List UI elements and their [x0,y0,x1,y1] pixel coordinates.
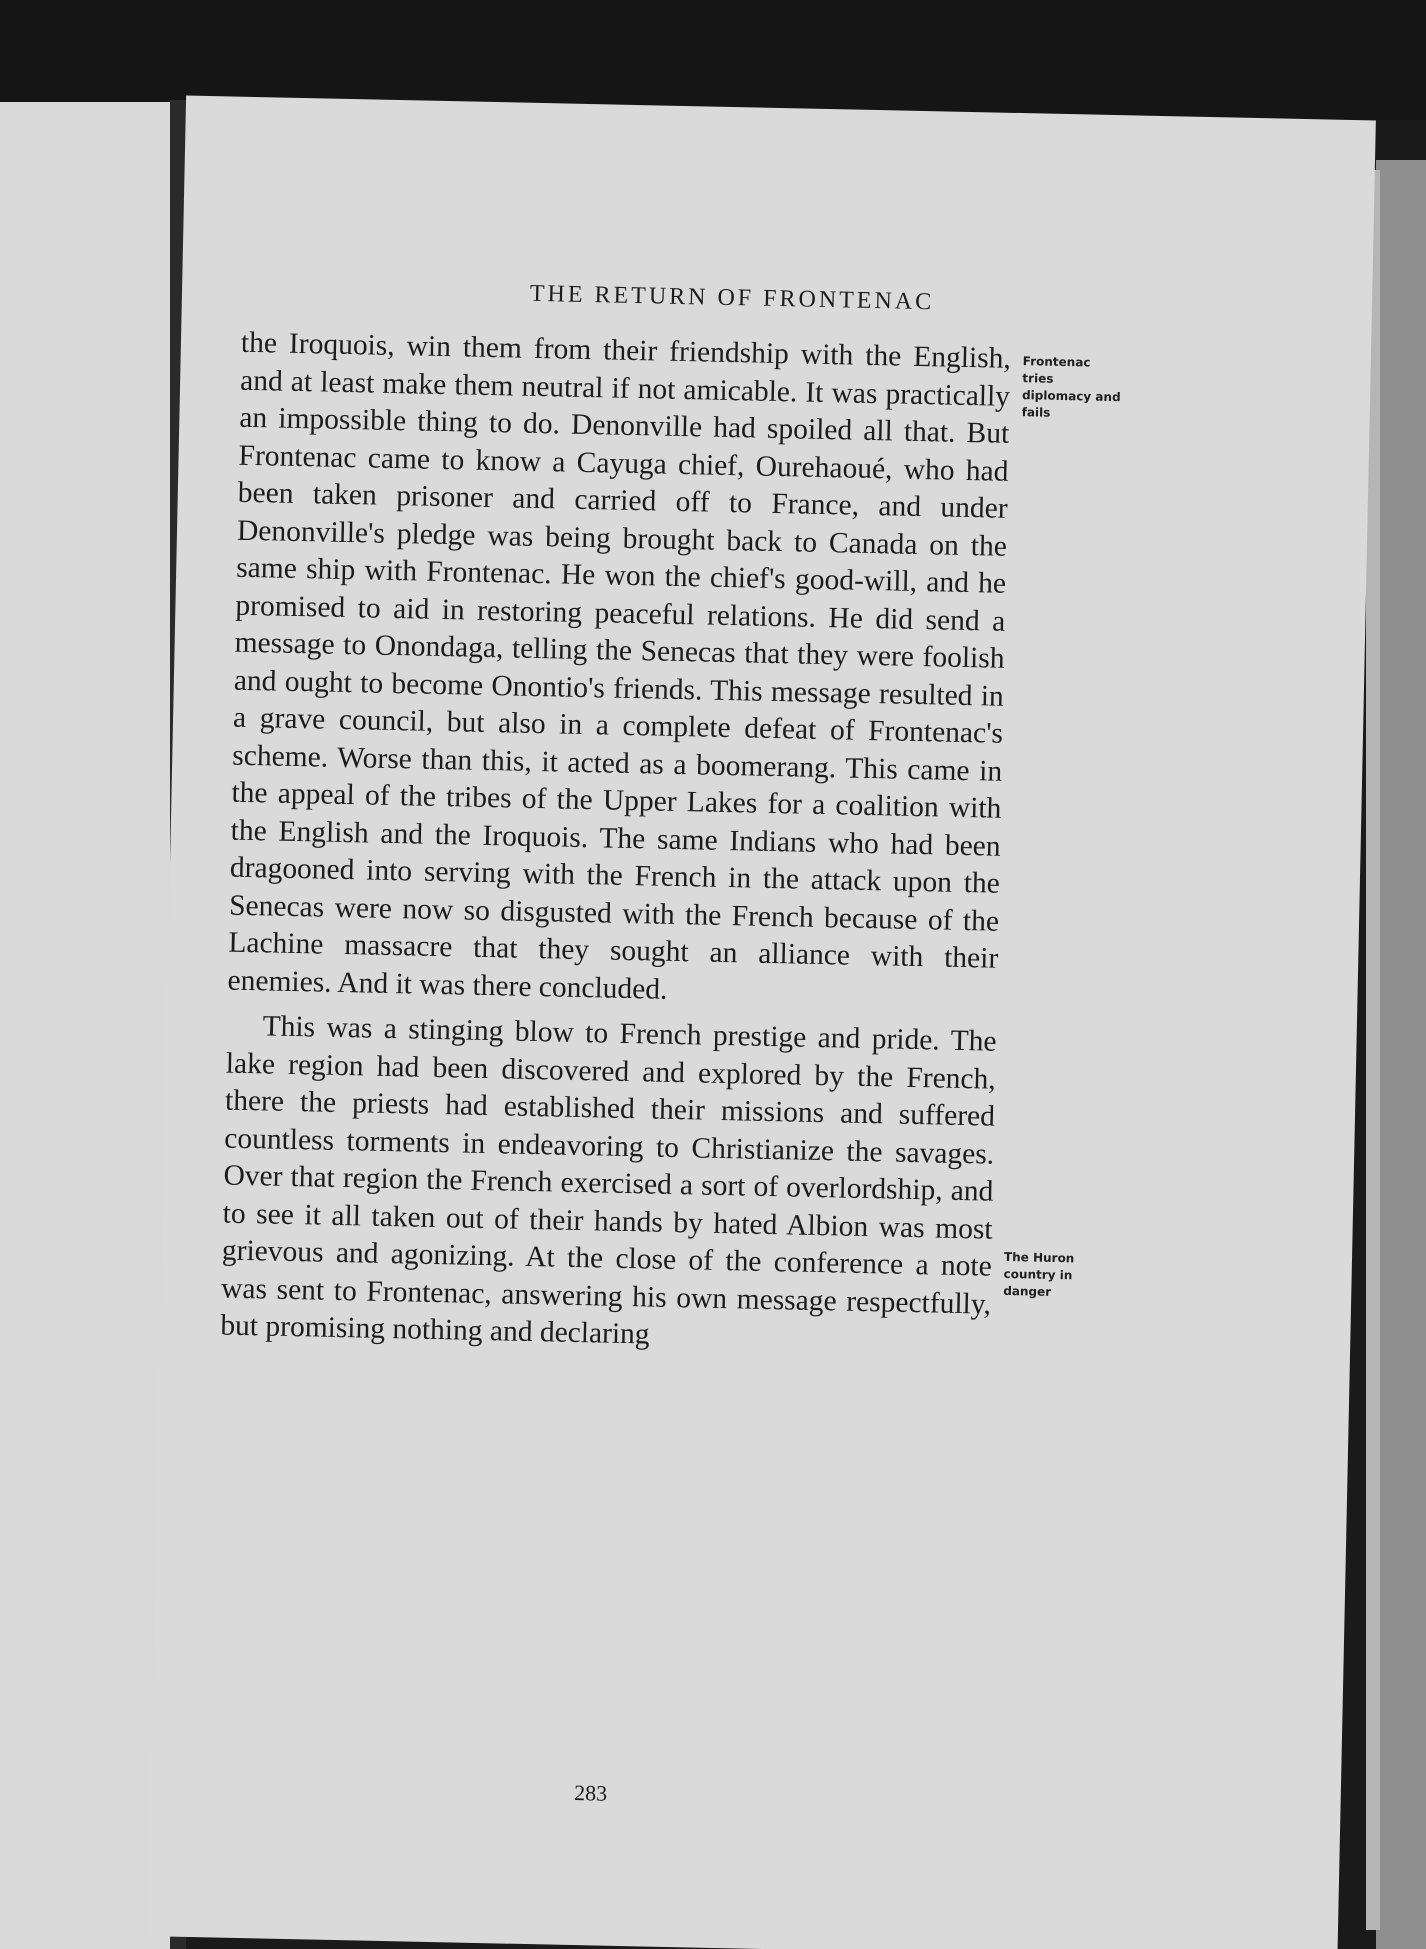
running-head: THE RETURN OF FRONTENAC [529,280,935,316]
marginal-note-diplomacy: Frontenac tries diplomacy and fails [1021,354,1121,420]
marginal-note-huron-country: The Huron country in danger [1003,1249,1075,1299]
book-page [148,96,1376,1949]
left-page-fragment [0,102,178,1949]
paragraph-1: the Iroquois, win them from their friendship with the English, and at least make them neutral if not amicable. It was practically an impossible thing to do. Denonville had spoiled all that. But Frontenac came to know a Cayuga chief, Ourehaoué, who had been taken prisoner and carried off to France, and under Denonville's pledge was being brought back to Canada on the same ship with Frontenac. He won the chief's good-will, and he promised to aid in restoring peaceful relations. He did send a message to Onondaga, telling the Senecas that they were foolish and ought to become Onontio's friends. This message resulted in a grave council, but also in a complete defeat of Frontenac's scheme. Worse than this, it acted as a boomerang. This came in the appeal of the tribes of the Upper Lakes for a coalition with the English and the Iroquois. The same Indians who had been dragooned into serving with the French in the attack upon the Senecas were now so disgusted with the French because of the Lachine massacre that they sought an alliance with their enemies. And it was there concluded. [227,326,1012,1006]
body-text [220,325,1011,1361]
paragraph-2: This was a stinging blow to French prestige and pride. The lake region had been discovered and explored by the French, there the priests had established their missions and suffered countless torments in endeavoring to Christianize the savages. Over that region the French exercised a sort of overlordship, and to see it all taken out of their hands by hated Albion was most grievous and agonizing. At the close of the conference a note was sent to Frontenac, answering his own message respectfully, but promising nothing and declaring [220,1010,997,1351]
page-number: 283 [573,1780,608,1806]
page-edge-strip [1376,160,1426,1949]
